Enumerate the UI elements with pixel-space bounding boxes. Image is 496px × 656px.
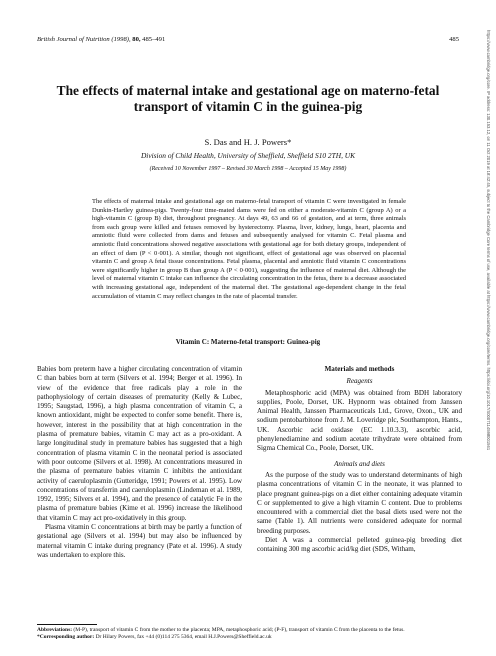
corresponding-author-text: Dr Hilary Powers, fax +44 (0)114 275 5364, email H.J.Powers@Sheffield.ac.uk xyxy=(95,634,272,640)
page-number: 485 xyxy=(449,36,459,43)
keywords: Vitamin C: Materno-fetal transport: Guinea-pig xyxy=(175,338,321,346)
animals-paragraph-2: Diet A was a commercial pelleted guinea-pig breeding diet containing 300 mg ascorbic acid/kg diet (SDS, Witham, xyxy=(257,536,462,554)
abbreviations-note xyxy=(37,627,467,634)
reagents-paragraph: Metaphosphoric acid (MPA) was obtained from BDH laboratory supplies, Poole, Dorset, UK. Hypnorm was obtained from Janssen Animal Health, Janssen Pharmaceuticals Ltd., Grove, Oxon., UK and sodium pentobarbitone from J. M. Loveridge plc, Southampton, Hants., UK. Ascorbic acid oxidase (EC 1.10.3.3), ascorbic acid, phenylenediamine and sodium acetate trihydrate were obtained from Sigma Chemical Co., Poole, Dorset, UK. xyxy=(257,388,462,453)
journal-pages: 485–491 xyxy=(142,36,166,43)
intro-paragraph-1: Babies born preterm have a higher circulating concentration of vitamin C than babies born at term (Silvers et al. 1994; Berger et al. 1996). In view of the evidence that free radicals play a role in the pathophysiology of certain diseases of prematurity (Kelly & Lubec, 1995; Saugstad, 1996), a high plasma concentration of vitamin C, a known antioxidant, might be expected to confer some benefit. There is, however, interest in the possibility that at high concentration in the plasma of premature babies, vitamin C may act as a pro-oxidant. A large longitudinal study in premature babies has suggested that a high concentration of plasma vitamin C in the neonatal period is associated with poor outcome (Silvers et al. 1998). At concentrations measured in the plasma of premature babies vitamin C inhibits the antioxidant activity of caeruloplasmin (Gutteridge, 1991; Powers et al. 1995). Low concentrations of transferrin and caeruloplasmin (Lindeman et al. 1989, 1992, 1995; Silvers et al. 1994), and the presence of catalytic Fe in the plasma of premature babies (Kime et al. 1996) increase the likelihood that vitamin C may act pro-oxidatively in this group. xyxy=(37,365,242,522)
running-head xyxy=(37,36,459,43)
side-download-notice xyxy=(484,30,492,590)
abstract: The effects of maternal intake and gestational age on materno-fetal transport of vitamin C were investigated in female Dunkin-Hartley guinea-pigs. Twenty-four time-mated dams were fed on either a moderate-vitamin C (group A) or a high-vitamin C (group B) diet, throughout pregnancy. At days 49, 63 and 66 of gestation, and at term, three animals from each group were killed and fetuses removed by hysterectomy. Plasma, liver, kidney, lungs, heart, placenta and amniotic fluid were collected from dams and fetuses and subsequently analysed for vitamin C. Fetal plasma and amniotic fluid concentrations showed negative associations with gestational age for both dietary groups, independent of an effect of dam (P < 0·001). A similar, though not significant, effect of gestational age was observed on placental vitamin C and group A fetal tissue concentrations. Fetal plasma, placental and amniotic fluid vitamin C concentrations were significantly higher in group B than group A (P < 0·001), suggesting the influence of maternal diet. Although the level of maternal vitamin C intake can influence the circulating concentration in the fetus, there is a decrease associated with increasing gestational age, independent of the maternal diet. The gestational age-dependent change in the fetal accumulation of vitamin C may reflect changes in the rate of placental transfer. xyxy=(92,198,406,300)
section-heading-methods: Materials and methods xyxy=(324,365,395,373)
journal-volume: 80, xyxy=(132,36,141,43)
article-authors: S. Das and H. J. Powers* xyxy=(204,137,292,147)
author-affiliation: Division of Child Health, University of Sheffield, Sheffield S10 2TH, UK xyxy=(140,151,356,160)
received-dates: (Received 10 November 1997 – Revised 30 March 1998 – Accepted 15 May 1998) xyxy=(149,166,347,172)
abbreviations-text: (M-P), transport of vitamin C from the mother to the placenta; MPA, metaphosphoric acid; (P-F), transport of vitamin C from the placenta to the fetus. xyxy=(73,627,405,633)
subheading-reagents: Reagents xyxy=(346,377,373,386)
journal-name: British Journal of Nutrition (1998), xyxy=(37,36,131,43)
subheading-animals-diets: Animals and diets xyxy=(334,459,385,468)
animals-paragraph-1: As the purpose of the study was to understand determinants of high plasma concentrations of vitamin C in the neonate, it was planned to place pregnant guinea-pigs on a diet either containing adequate vitamin C or supplemented to give a high vitamin C content. Due to problems encountered with a commercial diet the basal diets used were not the same (Table 1). All nutrients were considered adequate for normal breeding purposes. xyxy=(257,470,462,535)
abbreviations-label: Abbreviations: xyxy=(37,627,73,633)
footnote-rule xyxy=(37,624,97,625)
journal-citation xyxy=(37,36,165,43)
corresponding-author-note xyxy=(37,634,467,641)
corresponding-author-label: *Corresponding author: xyxy=(37,634,95,640)
footnotes xyxy=(37,627,467,641)
body-right-column xyxy=(257,365,462,555)
intro-paragraph-2: Plasma vitamin C concentrations at birth may be partly a function of gestational age (Silvers et al. 1994) but may also be influenced by maternal vitamin C intake during pregnancy (Pate et al. 1996). A study was undertaken to explore this. xyxy=(37,523,242,559)
article-title: The effects of maternal intake and gestational age on materno-fetal transport of vitamin C in the guinea-pig xyxy=(56,83,440,114)
body-left-column xyxy=(37,365,242,560)
side-download-text: https://www.cambridge.org/core. IP address: 130.153.12, on 11 Oct 2019 at 18:42:45, subject to the Cambridge Core terms of use, available at https://www.cambridge.org/core/terms. https://doi.org/10.1017/S0007114598001561 xyxy=(486,30,491,451)
